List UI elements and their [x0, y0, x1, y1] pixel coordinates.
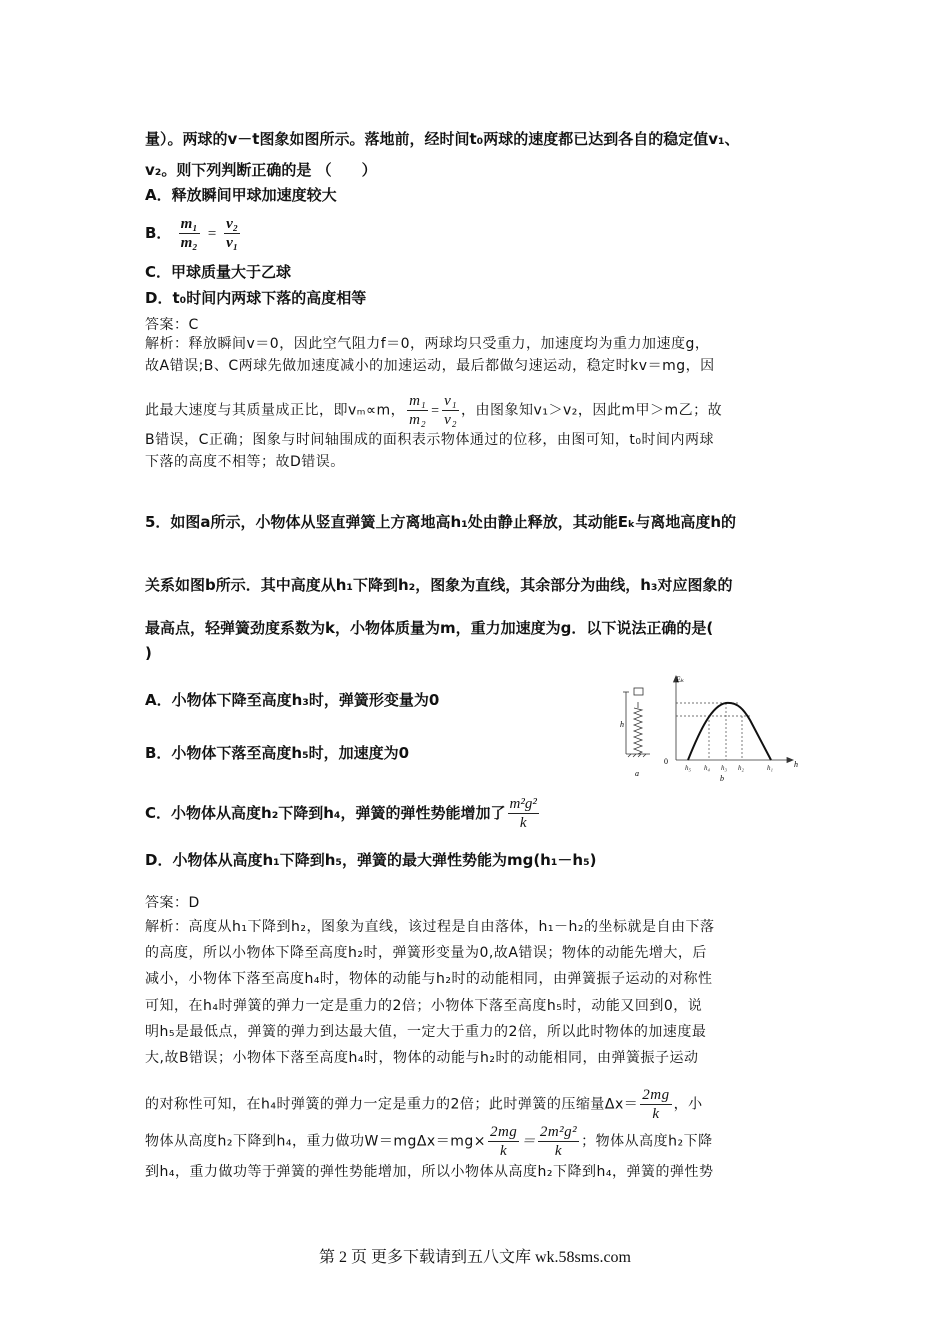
figure-b-h-axis-label: h — [794, 760, 798, 769]
q4-line-1: 量）。两球的v－t图象如图所示。落地前，经时间t₀两球的速度都已达到各自的稳定值v₁、 — [145, 130, 740, 148]
q5-line-1: 5．如图a所示，小物体从竖直弹簧上方离地高h₁处由静止释放，其动能Eₖ与离地高度h的 — [145, 513, 737, 531]
q4-line-2: v₂。则下列判断正确的是 （ ） — [145, 161, 377, 179]
q5-explanation-9: 到h₄，重力做功等于弹簧的弹性势能增加，所以小物体从高度h₂下降到h₄，弹簧的弹性势 — [145, 1164, 714, 1180]
q5-line-4: ) — [145, 644, 152, 662]
q5-explanation-7: 的对称性可知，在h₄时弹簧的弹力一定是重力的2倍；此时弹簧的压缩量Δx＝ $\frac{2mg}{k}$ ，小 — [145, 1087, 703, 1122]
q5-explanation-2: 的高度，所以小物体下降至高度h₂时，弹簧形变量为0,故A错误；物体的动能先增大，后 — [145, 945, 707, 961]
svg-text:h₅: h₅ — [685, 764, 691, 772]
q5-option-a: A．小物体下降至高度h₃时，弹簧形变量为0 — [145, 691, 440, 709]
q5-option-c: C．小物体从高度h₂下降到h₄，弹簧的弹性势能增加了 $\frac{\text{m²g²}}{k}$ — [145, 796, 537, 831]
q5-explanation-3: 减小，小物体下落至高度h₄时，物体的动能与h₂时的动能相同，由弹簧振子运动的对称性 — [145, 971, 713, 987]
svg-text:h₂: h₂ — [738, 764, 744, 772]
q5-option-b: B．小物体下落至高度h₅时，加速度为0 — [145, 744, 410, 762]
q5-explanation-6: 大,故B错误；小物体下落至高度h₄时，物体的动能与h₂时的动能相同，由弹簧振子运动 — [145, 1050, 699, 1066]
q4-option-d: D．t₀时间内两球下落的高度相等 — [145, 289, 367, 307]
figure-a-label: a — [635, 769, 639, 778]
spring-and-energy-figure — [608, 670, 808, 785]
figure-b-energy-curve — [688, 703, 771, 760]
q4-answer: 答案：C — [145, 317, 199, 333]
q5-explanation-4: 可知，在h₄时弹簧的弹力一定是重力的2倍；小物体下落至高度h₅时，动能又回到0，说 — [145, 998, 703, 1014]
q4-explanation-3: 此最大速度与其质量成正比，即vₘ∝m， $\frac{\text{m₁}}{\text{m₂}}$ = $\frac{\text{v₁}}{\text{v₂}}$ ，由图象知v₁＞v₂，因此m甲＞m乙；故 — [145, 393, 723, 428]
page-footer: 第 2 页 更多下载请到五八文库 wk.58sms.com — [318, 1249, 631, 1266]
q5-line-2: 关系如图b所示．其中高度从h₁下降到h₂，图象为直线，其余部分为曲线，h₃对应图象的 — [145, 576, 733, 594]
figure-b-origin: 0 — [664, 757, 668, 766]
q5-explanation-8: 物体从高度h₂下降到h₄，重力做功W＝mgΔx＝mg× $\frac{2mg}{k}$ ＝ $\frac{\text{2m²g²}}{k}$ ；物体从高度h₂下降 — [145, 1124, 713, 1159]
figure-a-spring — [623, 688, 650, 757]
svg-text:h₄: h₄ — [704, 764, 710, 772]
figure-b-ek-label: Eₖ — [676, 675, 685, 684]
q4-option-c: C．甲球质量大于乙球 — [145, 263, 292, 281]
q5-line-3: 最高点，轻弹簧劲度系数为k，小物体质量为m，重力加速度为g．以下说法正确的是( — [145, 619, 714, 637]
q4-option-a: A．释放瞬间甲球加速度较大 — [145, 186, 337, 204]
svg-text:h₃: h₃ — [721, 764, 727, 772]
q4-explanation-4: B错误，C正确；图象与时间轴围成的面积表示物体通过的位移，由图可知，t₀时间内两球 — [145, 432, 714, 448]
svg-text:h₁: h₁ — [767, 764, 773, 772]
q5-explanation-5: 明h₅是最低点，弹簧的弹力到达最大值，一定大于重力的2倍，所以此时物体的加速度最 — [145, 1024, 707, 1040]
q4-option-b-fraction-1: $\frac{\text{m₁}}{\text{m₂}}$ — [180, 216, 198, 251]
q5-answer: 答案：D — [145, 895, 200, 911]
q4-option-b-fraction-2: $\frac{\text{v₂}}{\text{v₁}}$ — [226, 216, 239, 251]
q4-explanation-5: 下落的高度不相等；故D错误。 — [145, 454, 345, 470]
q5-option-d: D．小物体从高度h₁下降到h₅，弹簧的最大弹性势能为mg(h₁－h₅) — [145, 851, 597, 869]
q4-explanation-2: 故A错误;B、C两球先做加速度减小的加速运动，最后都做匀速运动，稳定时kv＝mg，因 — [145, 358, 715, 374]
figure-b-tick-labels — [685, 764, 773, 772]
q4-option-b-label: B． — [145, 224, 172, 242]
q5-explanation-1: 解析：高度从h₁下降到h₂，图象为直线，该过程是自由落体，h₁－h₂的坐标就是自由下落 — [145, 919, 715, 935]
figure-a-height-label: h — [620, 720, 624, 729]
q4-explanation-1: 解析：释放瞬间v＝0，因此空气阻力f＝0，两球均只受重力，加速度均为重力加速度g， — [145, 336, 710, 352]
figure-b-label: b — [720, 774, 724, 783]
q4-option-b: B． $\frac{\text{m₁}}{\text{m₂}}$ = $\frac{\text{v₂}}{\text{v₁}}$ — [145, 216, 239, 251]
